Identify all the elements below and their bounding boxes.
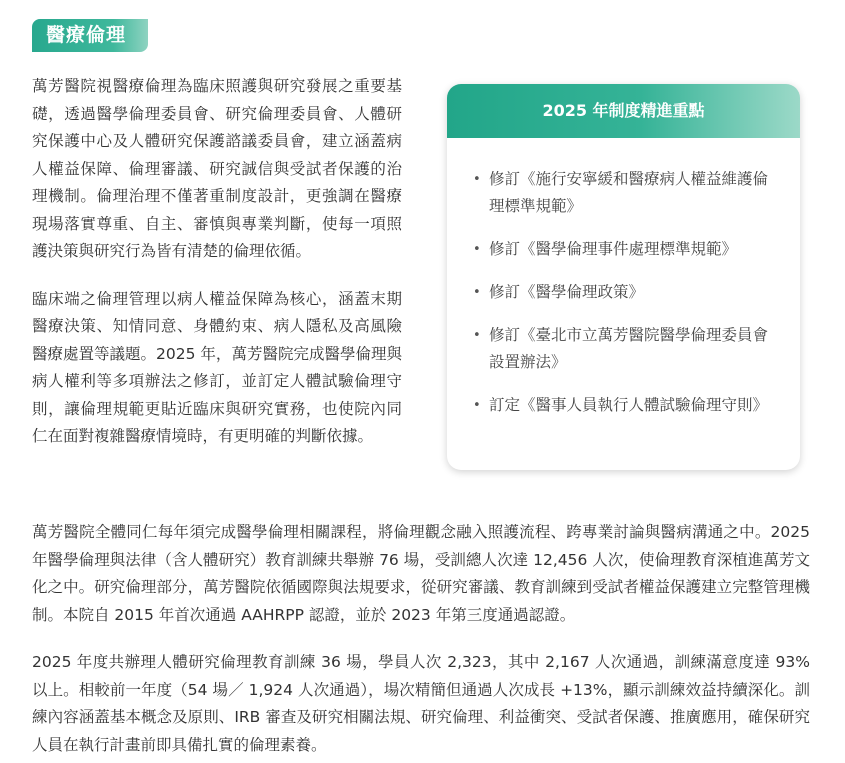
highlights-list [447,138,800,419]
highlights-item: • 修訂《施行安寧緩和醫療病人權益維護倫理標準規範》 [479,166,770,220]
highlights-item: • 訂定《醫事人員執行人體試驗倫理守則》 [479,392,770,419]
highlights-item: • 修訂《臺北市立萬芳醫院醫學倫理委員會設置辦法》 [479,322,770,376]
intro-paragraph-1: 萬芳醫院視醫療倫理為臨床照護與研究發展之重要基礎，透過醫學倫理委員會、研究倫理委員會、人體研究保護中心及人體研究保護諮議委員會，建立涵蓋病人權益保障、倫理審議、研究誠信與受試者保護的治理機制。倫理治理不僅著重制度設計，更強調在醫療現場落實尊重、自主、審慎與專業判斷，使每一項照護決策與研究行為皆有清楚的倫理依循。 [32,77,402,260]
highlights-item: • 修訂《醫學倫理政策》 [479,279,770,306]
intro-paragraph-2: 臨床端之倫理管理以病人權益保障為核心，涵蓋末期醫療決策、知情同意、身體約束、病人隱私及高風險醫療處置等議題。2025 年，萬芳醫院完成醫學倫理與病人權利等多項辦法之修訂，並訂定人體試驗倫理守則，讓倫理規範更貼近臨床與研究實務，也使院內同仁在面對複雜醫療情境時，有更明確的判斷依據。 [32,289,402,445]
section-title: 醫療倫理 [32,19,148,52]
training-paragraph-1: 萬芳醫院全體同仁每年須完成醫學倫理相關課程，將倫理觀念融入照護流程、跨專業討論與醫病溝通之中。2025 年醫學倫理與法律（含人體研究）教育訓練共舉辦 76 場，受訓總人次達 12,456 人次，使倫理教育深植進萬芳文化之中。研究倫理部分，萬芳醫院依循國際與法規要求，從研究審議、教育訓練到受試者權益保護建立完整管理機制。本院自 2015 年首次通過 AAHRPP 認證，並於 2023 年第三度通過認證。 [32,523,810,624]
highlights-card-title: 2025 年制度精進重點 [447,84,800,138]
training-section [32,519,810,759]
intro-column [32,73,402,451]
training-paragraph-2: 2025 年度共辦理人體研究倫理教育訓練 36 場，學員人次 2,323，其中 2,167 人次通過，訓練滿意度達 93% 以上。相較前一年度（54 場／ 1,924 人次通過），場次精簡但通過人次成長 +13%，顯示訓練效益持續深化。訓練內容涵蓋基本概念及原則、IRB 審查及研究相關法規、研究倫理、利益衝突、受試者保護、推廣應用，確保研究人員在執行計畫前即具備扎實的倫理素養。 [32,653,810,754]
highlights-item: • 修訂《醫學倫理事件處理標準規範》 [479,236,770,263]
highlights-card [447,84,800,470]
